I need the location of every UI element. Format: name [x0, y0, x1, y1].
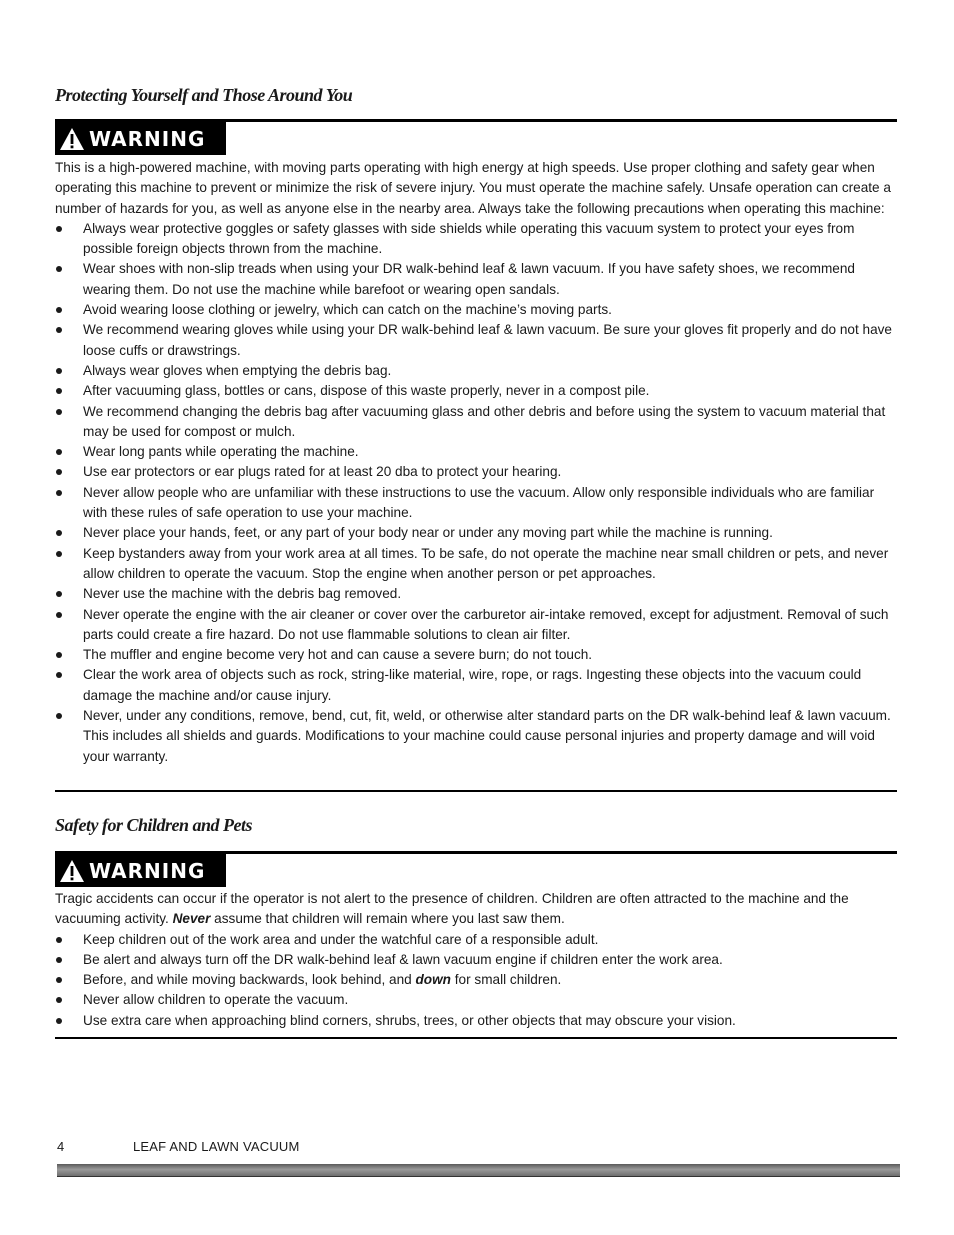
list-item: Never allow children to operate the vacuum.	[55, 990, 897, 1010]
section-title-protecting: Protecting Yourself and Those Around You	[55, 85, 353, 105]
list-item: Never, under any conditions, remove, bend, cut, fit, weld, or otherwise alter standard parts on the DR walk-behind leaf & lawn vacuum. This includes all shields and guards. Modifications to your machine could cause personal injuries and property damage and will void your warranty.	[55, 706, 897, 767]
footer-title: LEAF AND LAWN VACUUM	[133, 1139, 300, 1154]
list-item: Be alert and always turn off the DR walk-behind leaf & lawn vacuum engine if children enter the work area.	[55, 950, 897, 970]
page-number: 4	[57, 1139, 65, 1154]
list-item: Keep children out of the work area and under the watchful care of a responsible adult.	[55, 930, 897, 950]
list-item: Always wear gloves when emptying the debris bag.	[55, 361, 897, 381]
intro-emphasis: Never	[172, 911, 211, 927]
intro-text: Tragic accidents can occur if the operator is not alert to the presence of children. Children are often attracted to the machine and the vacuuming activity.	[55, 891, 849, 927]
section-title-children-pets: Safety for Children and Pets	[55, 815, 253, 835]
list-item: We recommend wearing gloves while using your DR walk-behind leaf & lawn vacuum. Be sure your gloves fit properly and do not have loose cuffs or drawstrings.	[55, 320, 897, 361]
warning-box	[55, 122, 226, 155]
list-item: The muffler and engine become very hot and can cause a severe burn; do not touch.	[55, 645, 897, 665]
section1-body	[55, 158, 897, 767]
bullet-text: for small children.	[451, 972, 562, 988]
list-item: Clear the work area of objects such as rock, string-like material, wire, rope, or rags. Ingesting these objects into the vacuum could damage the machine and/or cause injury.	[55, 665, 897, 706]
warning-label: WARNING	[89, 858, 206, 883]
section2-bottom-rule	[55, 1037, 897, 1039]
warning-banner	[55, 119, 897, 158]
section2-intro	[55, 889, 897, 930]
section1-intro: This is a high-powered machine, with moving parts operating with high energy at high speeds. Use proper clothing and safety gear when operating this machine to prevent or minimize the risk of severe injury. You must operate the machine safely. Unsafe operation can create a number of hazards for you, as well as anyone else in the nearby area. Always take the following precautions when operating this machine:	[55, 160, 891, 216]
bullet-emphasis: down	[415, 972, 451, 988]
warning-box	[55, 854, 226, 887]
list-item: Use extra care when approaching blind corners, shrubs, trees, or other objects that may obscure your vision.	[55, 1011, 897, 1031]
list-item: Avoid wearing loose clothing or jewelry, which can catch on the machine’s moving parts.	[55, 300, 897, 320]
footer-band	[57, 1164, 900, 1177]
warning-triangle-icon	[55, 122, 89, 155]
bullet-text: Before, and while moving backwards, look behind, and	[83, 972, 416, 988]
list-item: Use ear protectors or ear plugs rated for at least 20 dba to protect your hearing.	[55, 462, 897, 482]
list-item: We recommend changing the debris bag after vacuuming glass and other debris and before using the system to vacuum material that may be used for compost or mulch.	[55, 402, 897, 443]
section2-body	[55, 889, 897, 1031]
warning-triangle-icon	[55, 854, 89, 887]
list-item	[55, 970, 897, 990]
warning-label: WARNING	[89, 126, 206, 151]
list-item: Wear shoes with non-slip treads when using your DR walk-behind leaf & lawn vacuum. If you have safety shoes, we recommend wearing them. Do not use the machine while barefoot or wearing open sandals.	[55, 259, 897, 300]
list-item: Wear long pants while operating the machine.	[55, 442, 897, 462]
list-item: Always wear protective goggles or safety glasses with side shields while operating this vacuum system to protect your eyes from possible foreign objects thrown from the machine.	[55, 219, 897, 260]
list-item: Never use the machine with the debris bag removed.	[55, 584, 897, 604]
list-item: After vacuuming glass, bottles or cans, dispose of this waste properly, never in a compost pile.	[55, 381, 897, 401]
list-item: Never allow people who are unfamiliar with these instructions to use the vacuum. Allow only responsible individuals who are familiar with these rules of safe operation to use your machine.	[55, 483, 897, 524]
warning-banner	[55, 851, 897, 890]
intro-text: assume that children will remain where you last saw them.	[210, 911, 565, 927]
list-item: Never place your hands, feet, or any part of your body near or under any moving part while the machine is running.	[55, 523, 897, 543]
section1-bullet-list	[55, 219, 897, 767]
section2-bullet-list	[55, 930, 897, 1031]
section1-bottom-rule	[55, 790, 897, 792]
list-item: Never operate the engine with the air cleaner or cover over the carburetor air-intake removed, except for adjustment. Removal of such parts could create a fire hazard. Do not use flammable solutions to clean air filter.	[55, 605, 897, 646]
list-item: Keep bystanders away from your work area at all times. To be safe, do not operate the machine near small children or pets, and never allow children to operate the vacuum. Stop the engine when another person or pet approaches.	[55, 544, 897, 585]
